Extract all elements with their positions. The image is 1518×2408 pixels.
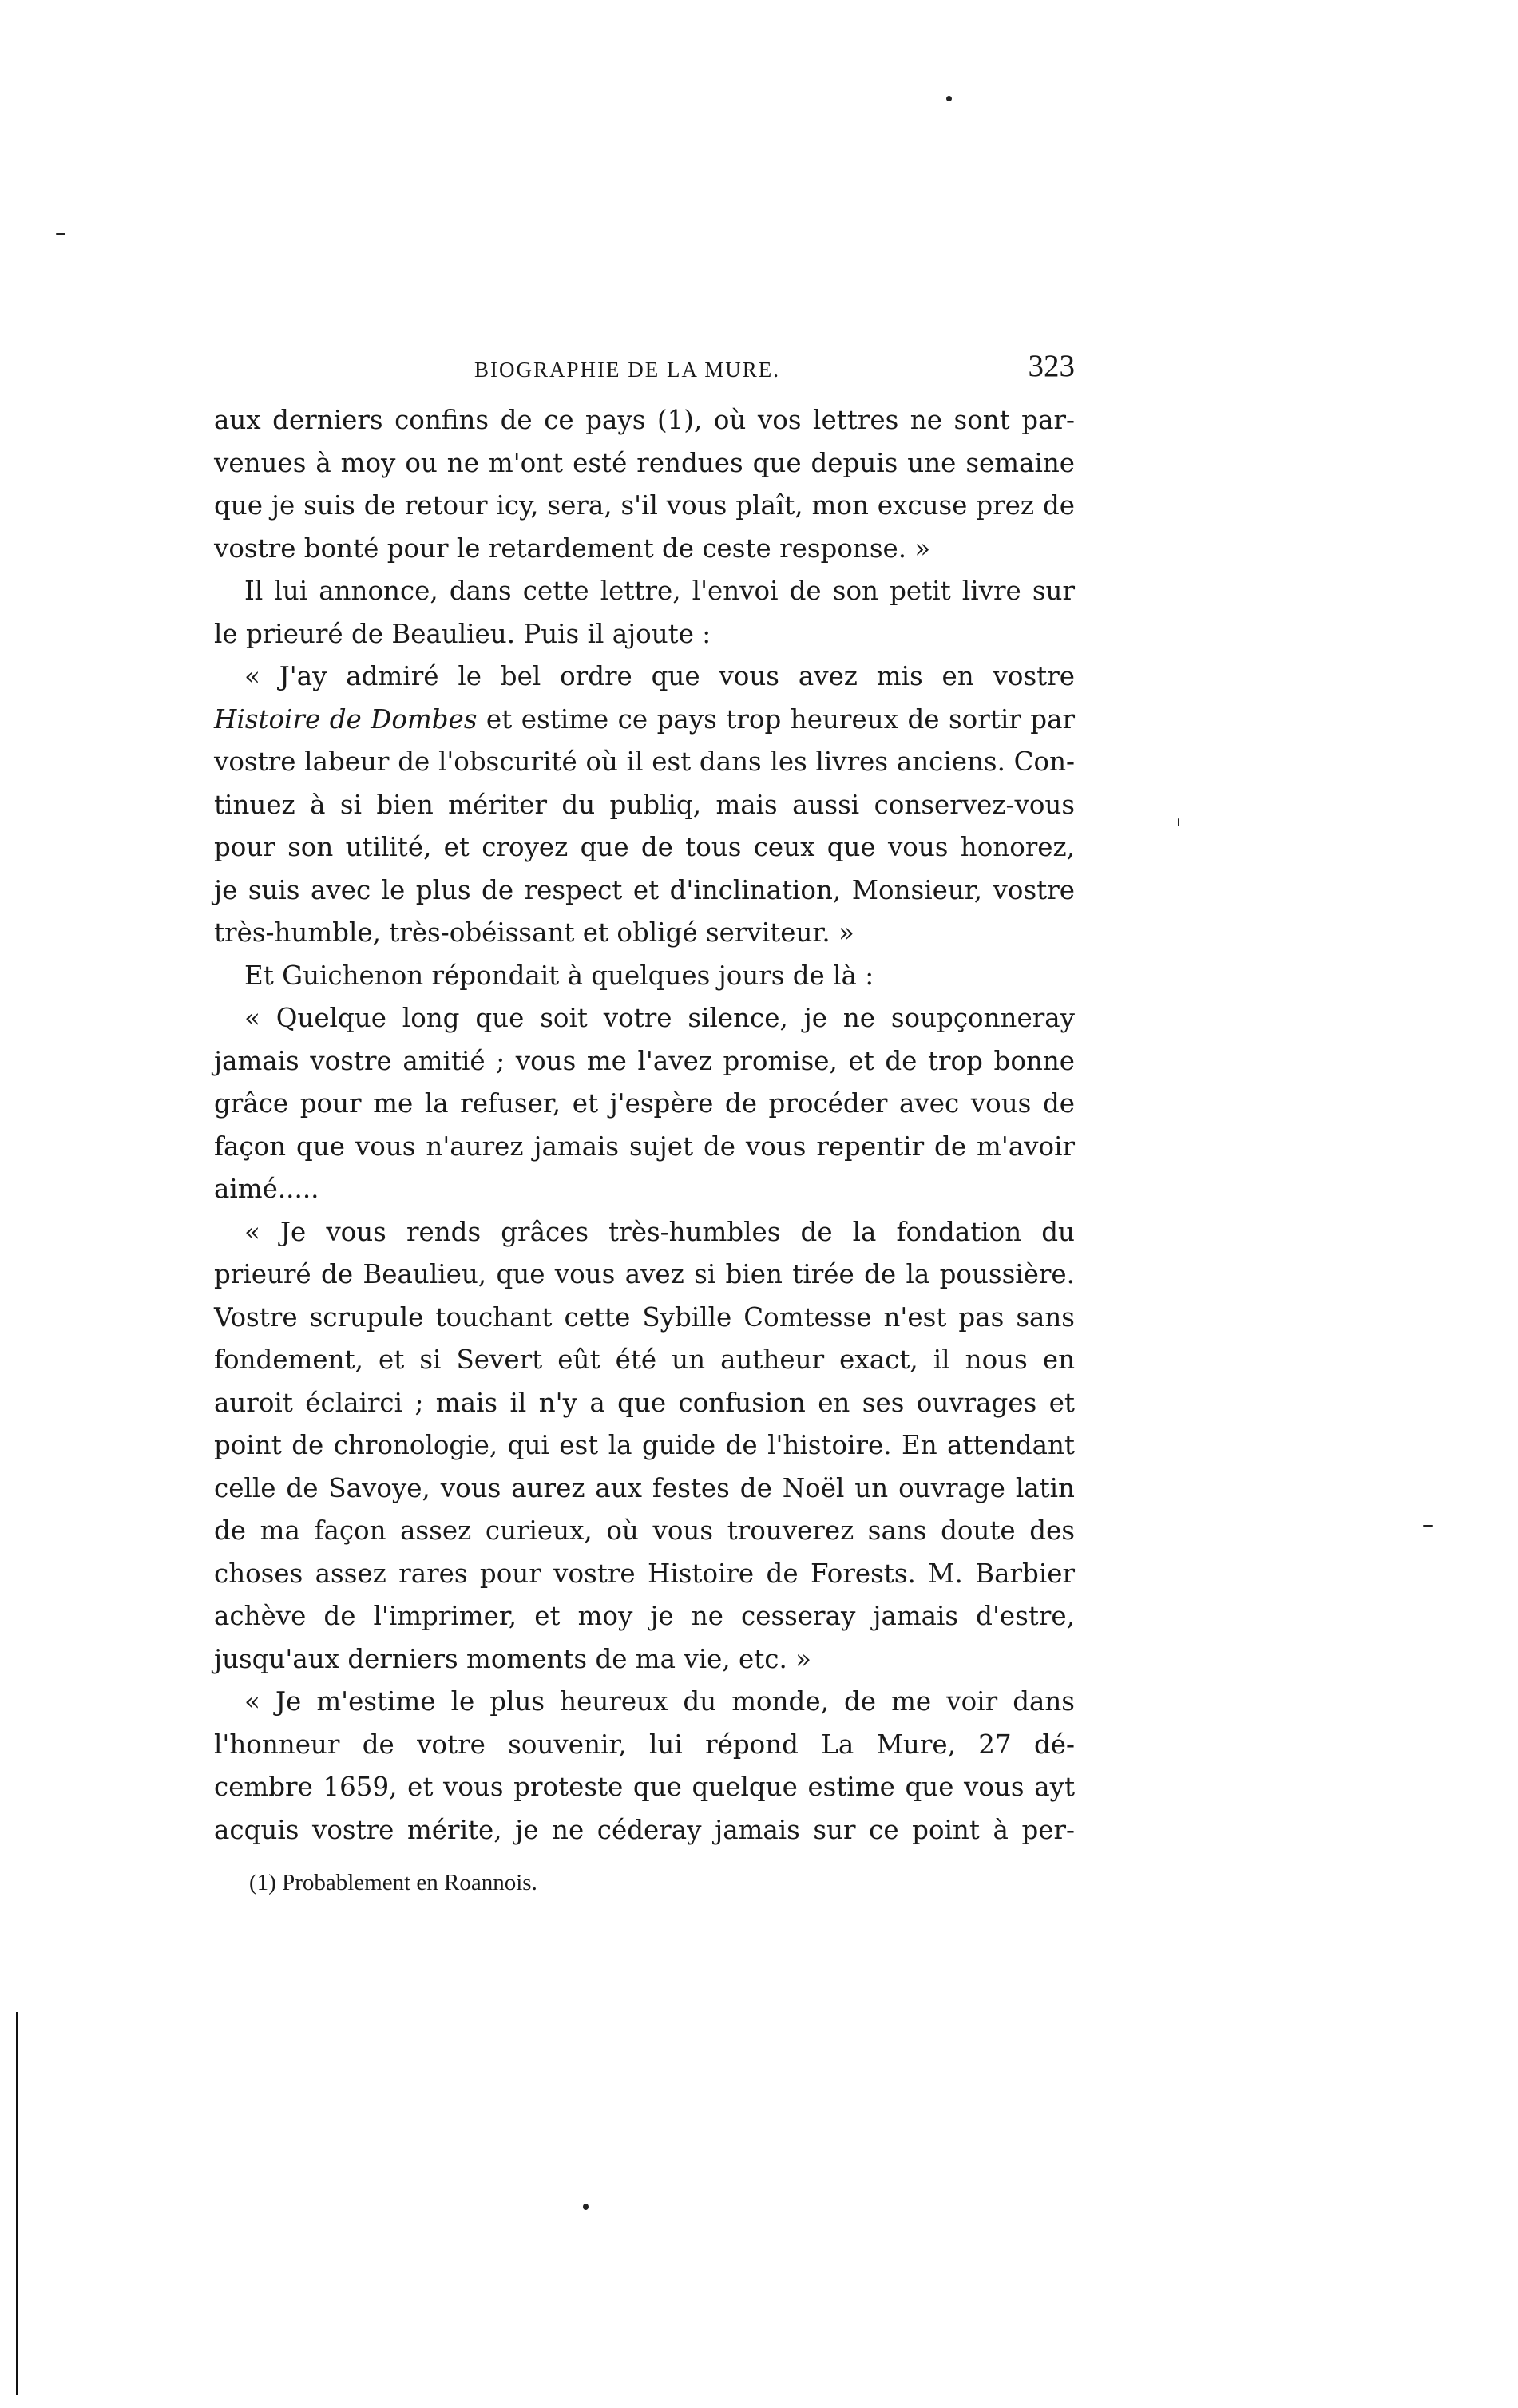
scan-margin-line (16, 2012, 18, 2395)
scan-speck (1423, 1525, 1433, 1527)
text-line: celle de Savoye, vous aurez aux festes de Noël un ouvrage latin (214, 1472, 1075, 1503)
text-line: point de chronologie, qui est la guide de l'histoire. En attendant (214, 1430, 1075, 1460)
text-line: le prieuré de Beaulieu. Puis il ajoute : (214, 618, 711, 649)
body-text (214, 399, 1075, 1852)
footnote: (1) Probablement en Roannois. (249, 1870, 537, 1895)
text-line: cembre 1659, et vous proteste que quelque estime que vous ayt (214, 1772, 1075, 1802)
text-line: jusqu'aux derniers moments de ma vie, etc. » (214, 1643, 812, 1674)
text-line: vostre bonté pour le retardement de ceste response. » (214, 533, 931, 564)
paragraph-start: « Je vous rends grâces très-humbles de la fondation du (244, 1216, 1075, 1247)
paragraph-start: « J'ay admiré le bel ordre que vous avez mis en vostre (244, 661, 1075, 691)
text-line: venues à moy ou ne m'ont esté rendues que depuis une semaine (214, 447, 1075, 478)
scan-speck (946, 96, 952, 101)
text-line: achève de l'imprimer, et moy je ne cesseray jamais d'estre, (214, 1601, 1075, 1631)
text-line: pour son utilité, et croyez que de tous ceux que vous honorez, (214, 832, 1075, 862)
text-line: jamais vostre amitié ; vous me l'avez promise, et de trop bonne (214, 1045, 1075, 1076)
text-line: auroit éclairci ; mais il n'y a que confusion en ses ouvrages et (214, 1387, 1075, 1418)
text-line: je suis avec le plus de respect et d'inclination, Monsieur, vostre (214, 874, 1075, 905)
text-line: aimé..... (214, 1174, 319, 1204)
scan-speck (1178, 818, 1179, 826)
text-line: grâce pour me la refuser, et j'espère de procéder avec vous de (214, 1088, 1075, 1119)
scan-speck (56, 233, 65, 235)
text-line: façon que vous n'aurez jamais sujet de vous repentir de m'avoir (214, 1131, 1075, 1162)
paragraph-start: Il lui annonce, dans cette lettre, l'envoi de son petit livre sur (244, 576, 1075, 606)
text-line: prieuré de Beaulieu, que vous avez si bien tirée de la poussière. (214, 1259, 1075, 1289)
text-line: acquis vostre mérite, je ne céderay jamais sur ce point à per- (214, 1814, 1075, 1845)
text-line: que je suis de retour icy, sera, s'il vous plaît, mon excuse prez de (214, 490, 1075, 521)
text-line: choses assez rares pour vostre Histoire de Forests. M. Barbier (214, 1558, 1075, 1589)
paragraph-start: « Je m'estime le plus heureux du monde, de me voir dans (244, 1686, 1075, 1717)
paragraph-start: « Quelque long que soit votre silence, je ne soupçonneray (244, 1003, 1075, 1033)
text-line: l'honneur de votre souvenir, lui répond La Mure, 27 dé- (214, 1729, 1075, 1760)
text-line: de ma façon assez curieux, où vous trouverez sans doute des (214, 1515, 1075, 1546)
text-line: Vostre scrupule touchant cette Sybille Comtesse n'est pas sans (214, 1301, 1075, 1333)
page-number: 323 (1028, 349, 1075, 383)
italic-title: Histoire de Dombes (214, 703, 478, 735)
text-line (214, 699, 1075, 742)
running-head: BIOGRAPHIE DE LA MURE. (474, 358, 781, 382)
text-line: tinuez à si bien mériter du publiq, mais aussi conservez-vous (214, 789, 1075, 820)
text-line: aux derniers confins de ce pays (1), où vos lettres ne sont par- (214, 405, 1075, 435)
text-line: vostre labeur de l'obscurité où il est dans les livres anciens. Con- (214, 747, 1075, 777)
text-line: fondement, et si Severt eût été un autheur exact, il nous en (214, 1345, 1075, 1375)
paragraph-start: Et Guichenon répondait à quelques jours de là : (244, 960, 874, 991)
page-header (211, 348, 1075, 396)
scan-speck (583, 2204, 589, 2210)
text-fragment: et estime ce pays trop heureux de sortir par (477, 703, 1075, 735)
text-line: très-humble, très-obéissant et obligé serviteur. » (214, 917, 854, 948)
